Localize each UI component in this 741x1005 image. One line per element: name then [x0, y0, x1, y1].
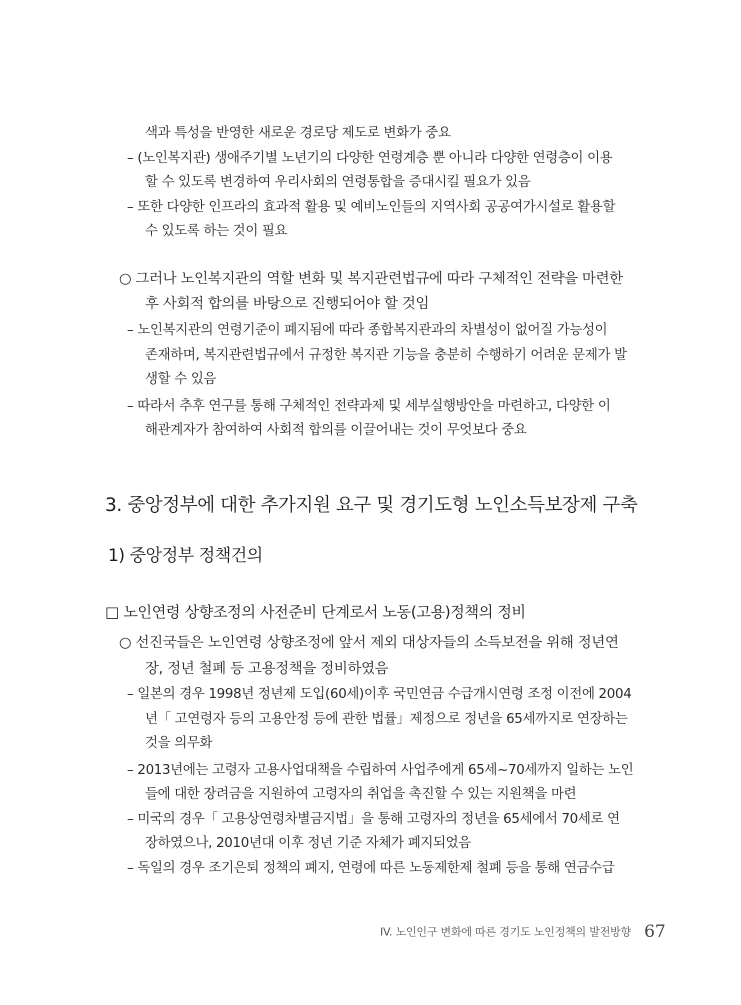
dash-item-line: – (노인복지관) 생애주기별 노년기의 다양한 연령계층 뿐 아니라 다양한 연령층이 이용 [127, 151, 613, 166]
body-line: 해관계자가 참여하여 사회적 합의를 이끌어내는 것이 무엇보다 중요 [145, 423, 527, 438]
dash-item-line: – 독일의 경우 조기은퇴 정책의 폐지, 연령에 따른 노동제한제 철폐 등을 통해 연금수급 [127, 861, 615, 876]
dash-item-line: – 일본의 경우 1998년 정년제 도입(60세)이후 국민연금 수급개시연령 조정 이전에 2004 [127, 687, 632, 702]
section-heading: 3. 중앙정부에 대한 추가지원 요구 및 경기도형 노인소득보장제 구축 [105, 495, 638, 516]
dash-item-line: – 또한 다양한 인프라의 효과적 활용 및 예비노인들의 지역사회 공공여가시설로 활용할 [127, 200, 616, 215]
body-line: 년「 고연령자 등의 고용안정 등에 관한 법률」제정으로 정년을 65세까지로 연장하는 [145, 712, 628, 727]
page-footer [380, 921, 666, 942]
footer-chapter-title: IV. 노인인구 변화에 따른 경기도 노인정책의 발전방향 [380, 925, 631, 939]
body-line: 들에 대한 장려금을 지원하여 고령자의 취업을 촉진할 수 있는 지원책을 마련 [145, 787, 577, 802]
subsection-heading: 1) 중앙정부 정책건의 [108, 546, 263, 566]
circle-bullet-line: ○ 그러나 노인복지관의 역할 변화 및 복지관련법규에 따라 구체적인 전략을 마련한 [119, 271, 623, 287]
page-number: 67 [644, 921, 666, 942]
circle-bullet-line: ○ 선진국들은 노인연령 상향조정에 앞서 제외 대상자들의 소득보전을 위해 정년연 [119, 635, 619, 651]
body-line: 장, 정년 철폐 등 고용정책을 정비하였음 [145, 661, 389, 677]
dash-item-line: – 노인복지관의 연령기준이 폐지됨에 따라 종합복지관과의 차별성이 없어질 가능성이 [127, 323, 608, 338]
body-line: 존재하며, 복지관련법규에서 규정한 복지관 기능을 충분히 수행하기 어려운 문제가 발 [145, 348, 627, 363]
body-line: 할 수 있도록 변경하여 우리사회의 연령통합을 증대시킬 필요가 있음 [145, 175, 531, 190]
box-bullet-heading: □ 노인연령 상향조정의 사전준비 단계로서 노동(고용)정책의 정비 [105, 603, 526, 621]
body-line: 수 있도록 하는 것이 필요 [145, 224, 288, 239]
body-line: 장하였으나, 2010년대 이후 정년 기준 자체가 폐지되었음 [145, 836, 471, 851]
dash-item-line: – 2013년에는 고령자 고용사업대책을 수립하여 사업주에게 65세~70세까지 일하는 노인 [127, 763, 634, 778]
dash-item-line: – 따라서 추후 연구를 통해 구체적인 전략과제 및 세부실행방안을 마련하고, 다양한 이 [127, 399, 611, 414]
body-line: 색과 특성을 반영한 새로운 경로당 제도로 변화가 중요 [145, 126, 451, 141]
body-line: 후 사회적 합의를 바탕으로 진행되어야 할 것임 [145, 296, 430, 312]
body-line: 것을 의무화 [145, 736, 213, 751]
body-line: 생할 수 있음 [145, 372, 217, 387]
dash-item-line: – 미국의 경우「 고용상연령차별금지법」을 통해 고령자의 정년을 65세에서 70세로 연 [127, 812, 620, 827]
